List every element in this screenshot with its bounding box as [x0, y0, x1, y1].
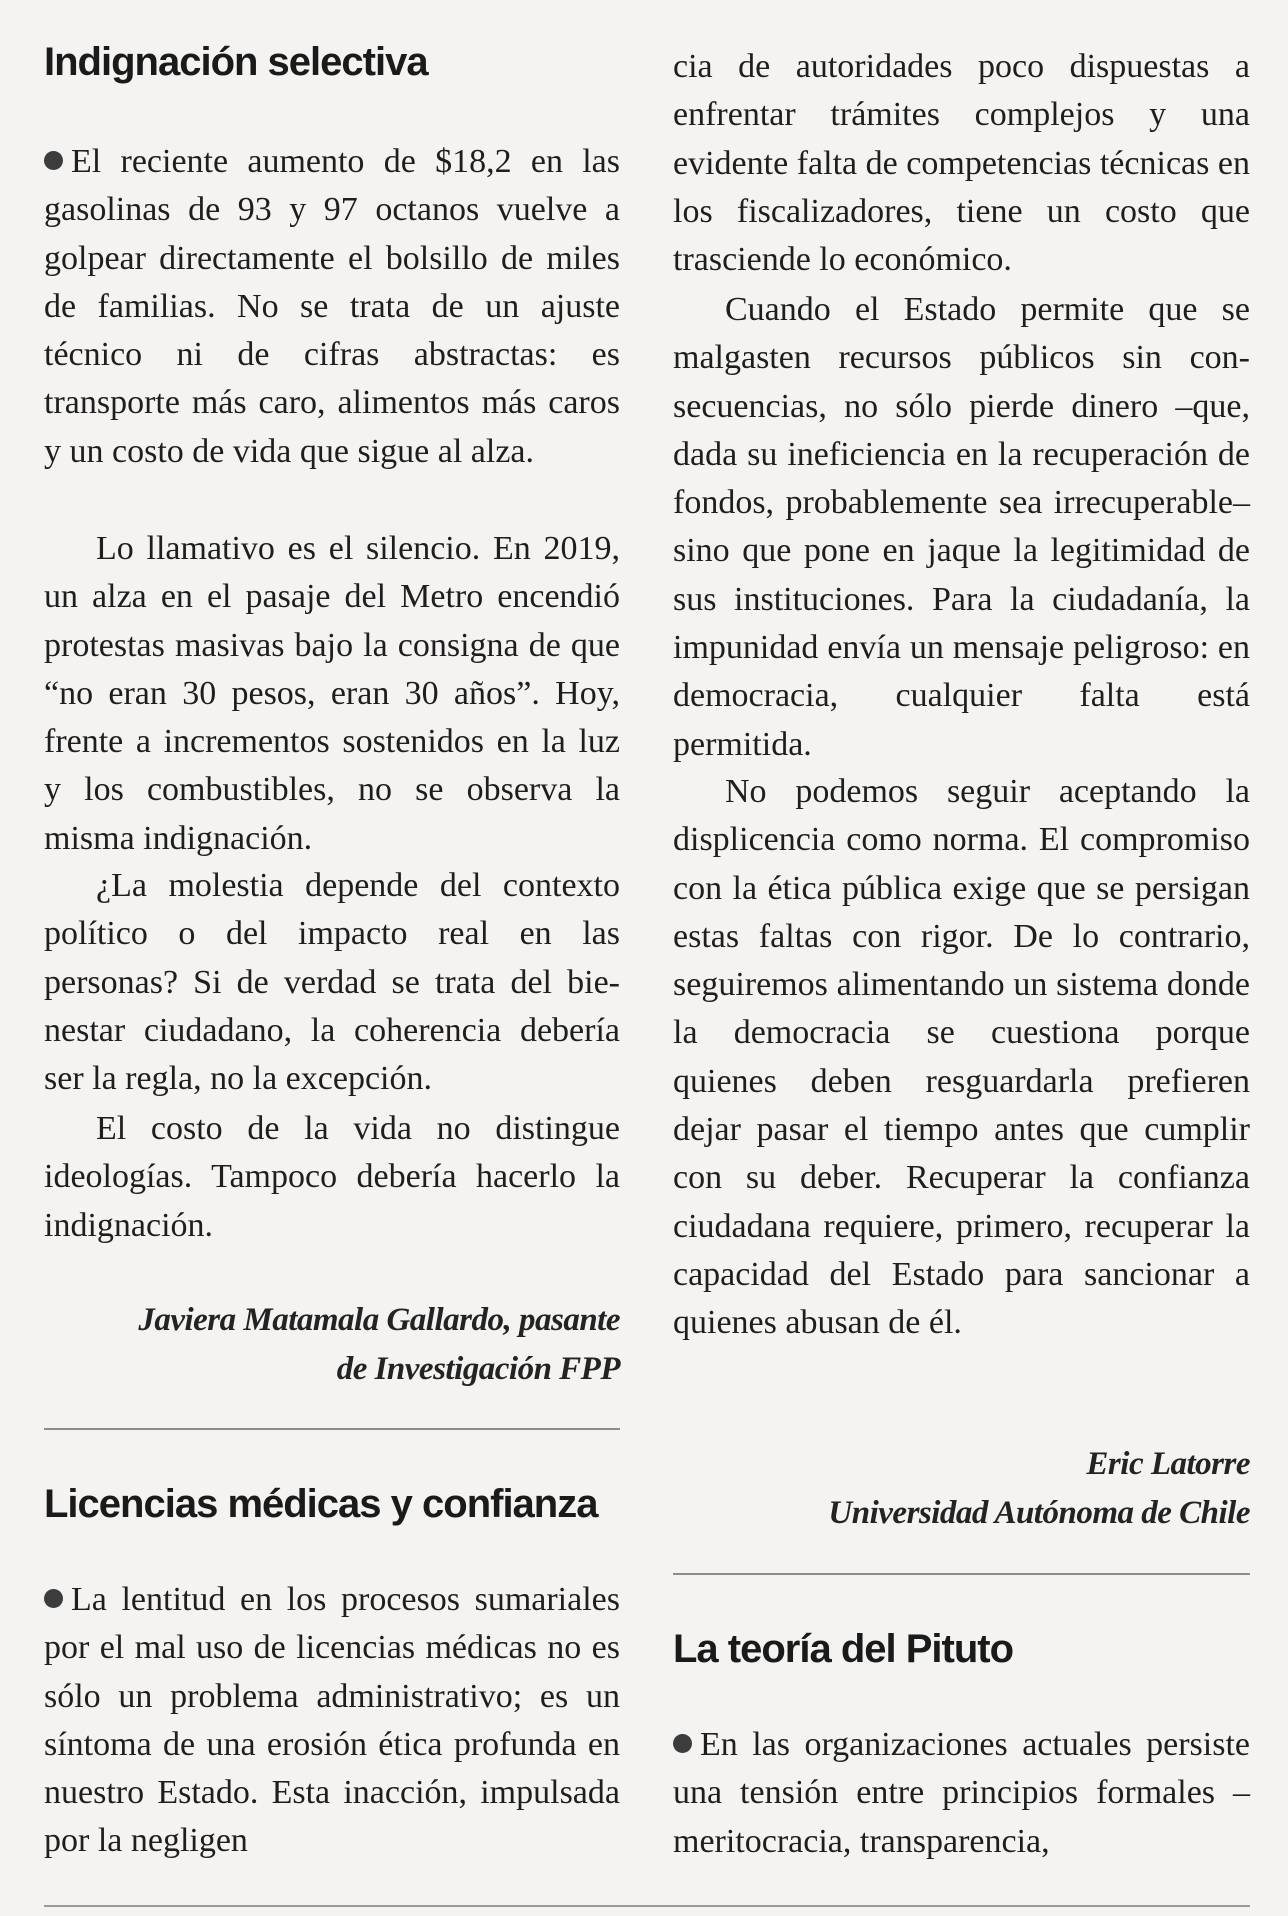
article-paragraph: Cuando el Estado permite que se malgasten recursos públicos sin consecuencias, no sólo pierde dinero –que, dada su ineficiencia en la recuperación de fondos, probablemente sea irrecuperable– sino que pone en jaque la legitimidad de sus instituciones. Para la ciudadanía, la impunidad envía un mensaje peligroso: en democracia, cualquier falta está permitida.: [673, 291, 1250, 763]
article-indignacion: [44, 40, 620, 85]
paragraph-text: La lentitud en los procesos sumariales por el mal uso de licencias médicas no es sólo un problema administrativo; es un síntoma de una erosión ética profunda en nuestro Estado. Esta inacción, impulsada por la negligen: [44, 1581, 620, 1860]
article-pituto: [673, 1627, 1250, 1672]
author-affiliation: de Investigación FPP: [336, 1351, 620, 1387]
article-title: Licencias médicas y confianza: [44, 1482, 598, 1526]
bottom-divider: [44, 1905, 1250, 1907]
article-paragraph: [44, 1576, 620, 1866]
article-paragraph: No podemos seguir aceptando la displicencia como norma. El compromiso con la ética pública exige que se persigan estas faltas con rigor. De lo contrario, seguiremos alimentando un sistema donde la democracia se cuestiona porque quienes deben resguardarla prefieren dejar pasar el tiempo antes que cumplir con su deber. Recuperar la confianza ciudadana requiere, primero, recuperar la capacidad del Estado para sancionar a quienes abusan de él.: [673, 773, 1250, 1342]
article-title: Indignación selectiva: [44, 40, 428, 84]
paragraph-text: El reciente aumento de $18,2 en las gasolinas de 93 y 97 octanos vuelve a golpear directamente el bolsillo de miles de familias. No se trata de un ajuste técnico ni de cifras abstractas: es transporte más caro, alimentos más caros y un costo de vida que sigue al alza.: [44, 143, 620, 470]
article-paragraph: [44, 138, 620, 476]
article-paragraph: [673, 1721, 1250, 1866]
article-licencias: [44, 1482, 620, 1527]
author-affiliation: Universidad Autónoma de Chile: [828, 1495, 1250, 1531]
section-divider: [673, 1573, 1250, 1575]
author-name: Eric Latorre: [1086, 1446, 1250, 1482]
article-paragraph: cia de autoridades poco dispuestas a enfrentar trámites complejos y una evidente falta de competencias técnicas en los fiscalizadores, tiene un costo que trasciende lo económico.: [673, 48, 1250, 279]
article-paragraph: El costo de la vida no distingue ideologías. Tampoco debería hacerlo la indignación.: [44, 1110, 620, 1244]
bullet-icon: [44, 151, 63, 170]
bullet-icon: [44, 1589, 63, 1608]
paragraph-text: En las organizaciones actuales persiste una tensión entre principios formales –meritocracia, transparencia,: [673, 1726, 1250, 1860]
section-divider: [44, 1428, 620, 1430]
author-name: Javiera Matamala Gallardo, pasante: [138, 1302, 620, 1338]
article-title: La teoría del Pituto: [673, 1627, 1014, 1671]
bullet-icon: [673, 1734, 692, 1753]
article-paragraph: ¿La molestia depende del contexto político o del impacto real en las personas? Si de verdad se trata del bienestar ciudadano, la coherencia debería ser la regla, no la excepción.: [44, 867, 620, 1098]
article-paragraph: Lo llamativo es el silencio. En 2019, un alza en el pasaje del Metro encendió protestas masivas bajo la consigna de que “no eran 30 pesos, eran 30 años”. Hoy, frente a incrementos sostenidos en la luz y los combustibles, no se observa la misma indignación.: [44, 530, 620, 857]
